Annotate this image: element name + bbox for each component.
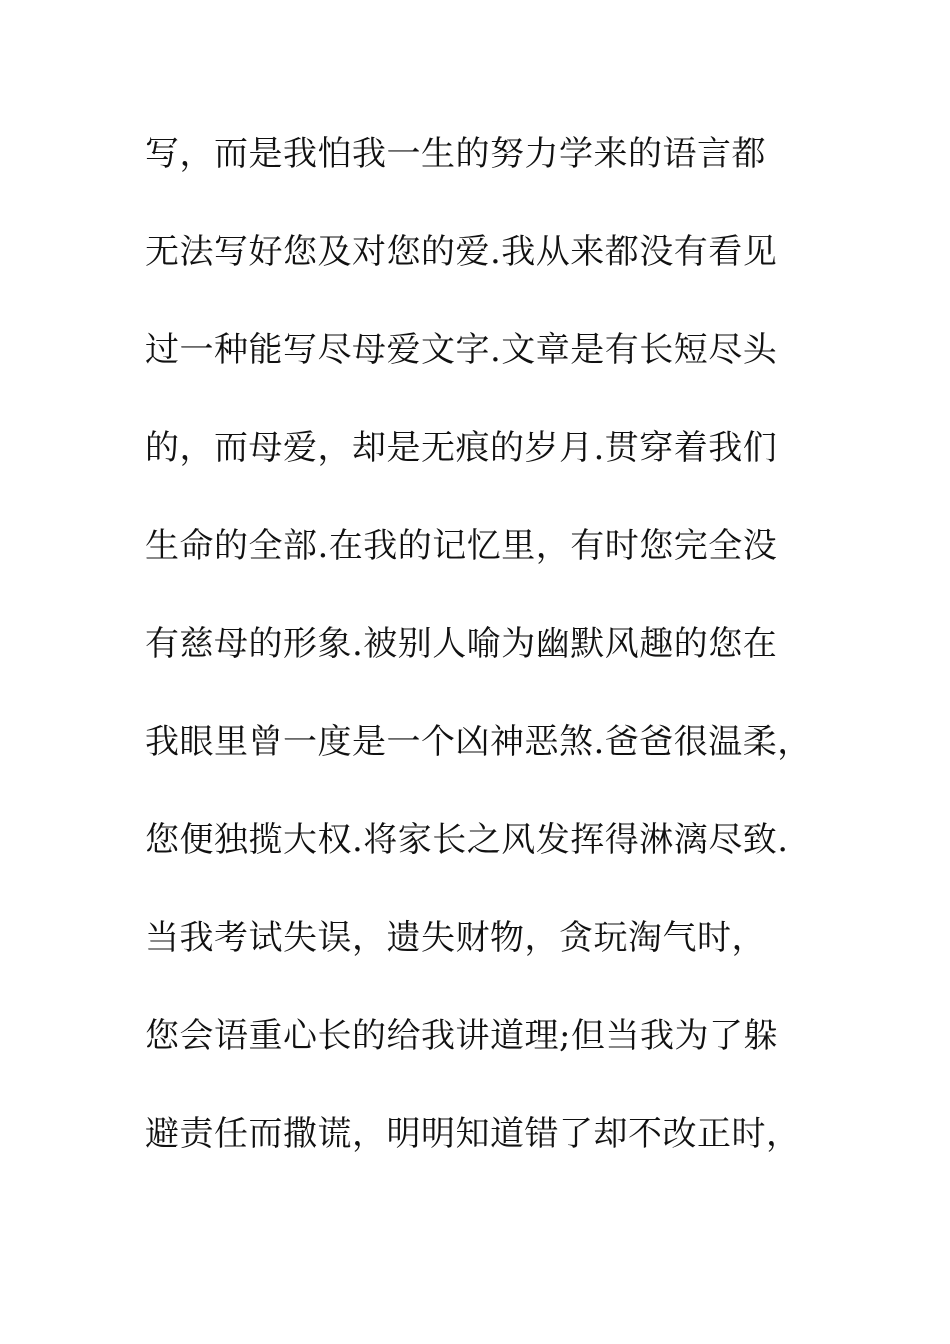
text-line: 的，而母爱，却是无痕的岁月.贯穿着我们: [145, 428, 778, 468]
text-line: 我眼里曾一度是一个凶神恶煞.爸爸很温柔，: [145, 722, 812, 762]
text-line: 无法写好您及对您的爱.我从来都没有看见: [145, 232, 778, 272]
text-line: 当我考试失误，遗失财物，贪玩淘气时，: [145, 918, 766, 958]
text-line: 您会语重心长的给我讲道理;但当我为了躲: [145, 1016, 778, 1056]
text-line: 避责任而撒谎，明明知道错了却不改正时，: [145, 1114, 801, 1154]
body-text: [145, 128, 825, 1206]
text-line: 过一种能写尽母爱文字.文章是有长短尽头: [145, 330, 778, 370]
text-line: 您便独揽大权.将家长之风发挥得淋漓尽致.: [145, 820, 789, 860]
text-line: 生命的全部.在我的记忆里，有时您完全没: [145, 526, 778, 566]
text-line: 写，而是我怕我一生的努力学来的语言都: [145, 134, 766, 174]
text-line: 有慈母的形象.被别人喻为幽默风趣的您在: [145, 624, 778, 664]
